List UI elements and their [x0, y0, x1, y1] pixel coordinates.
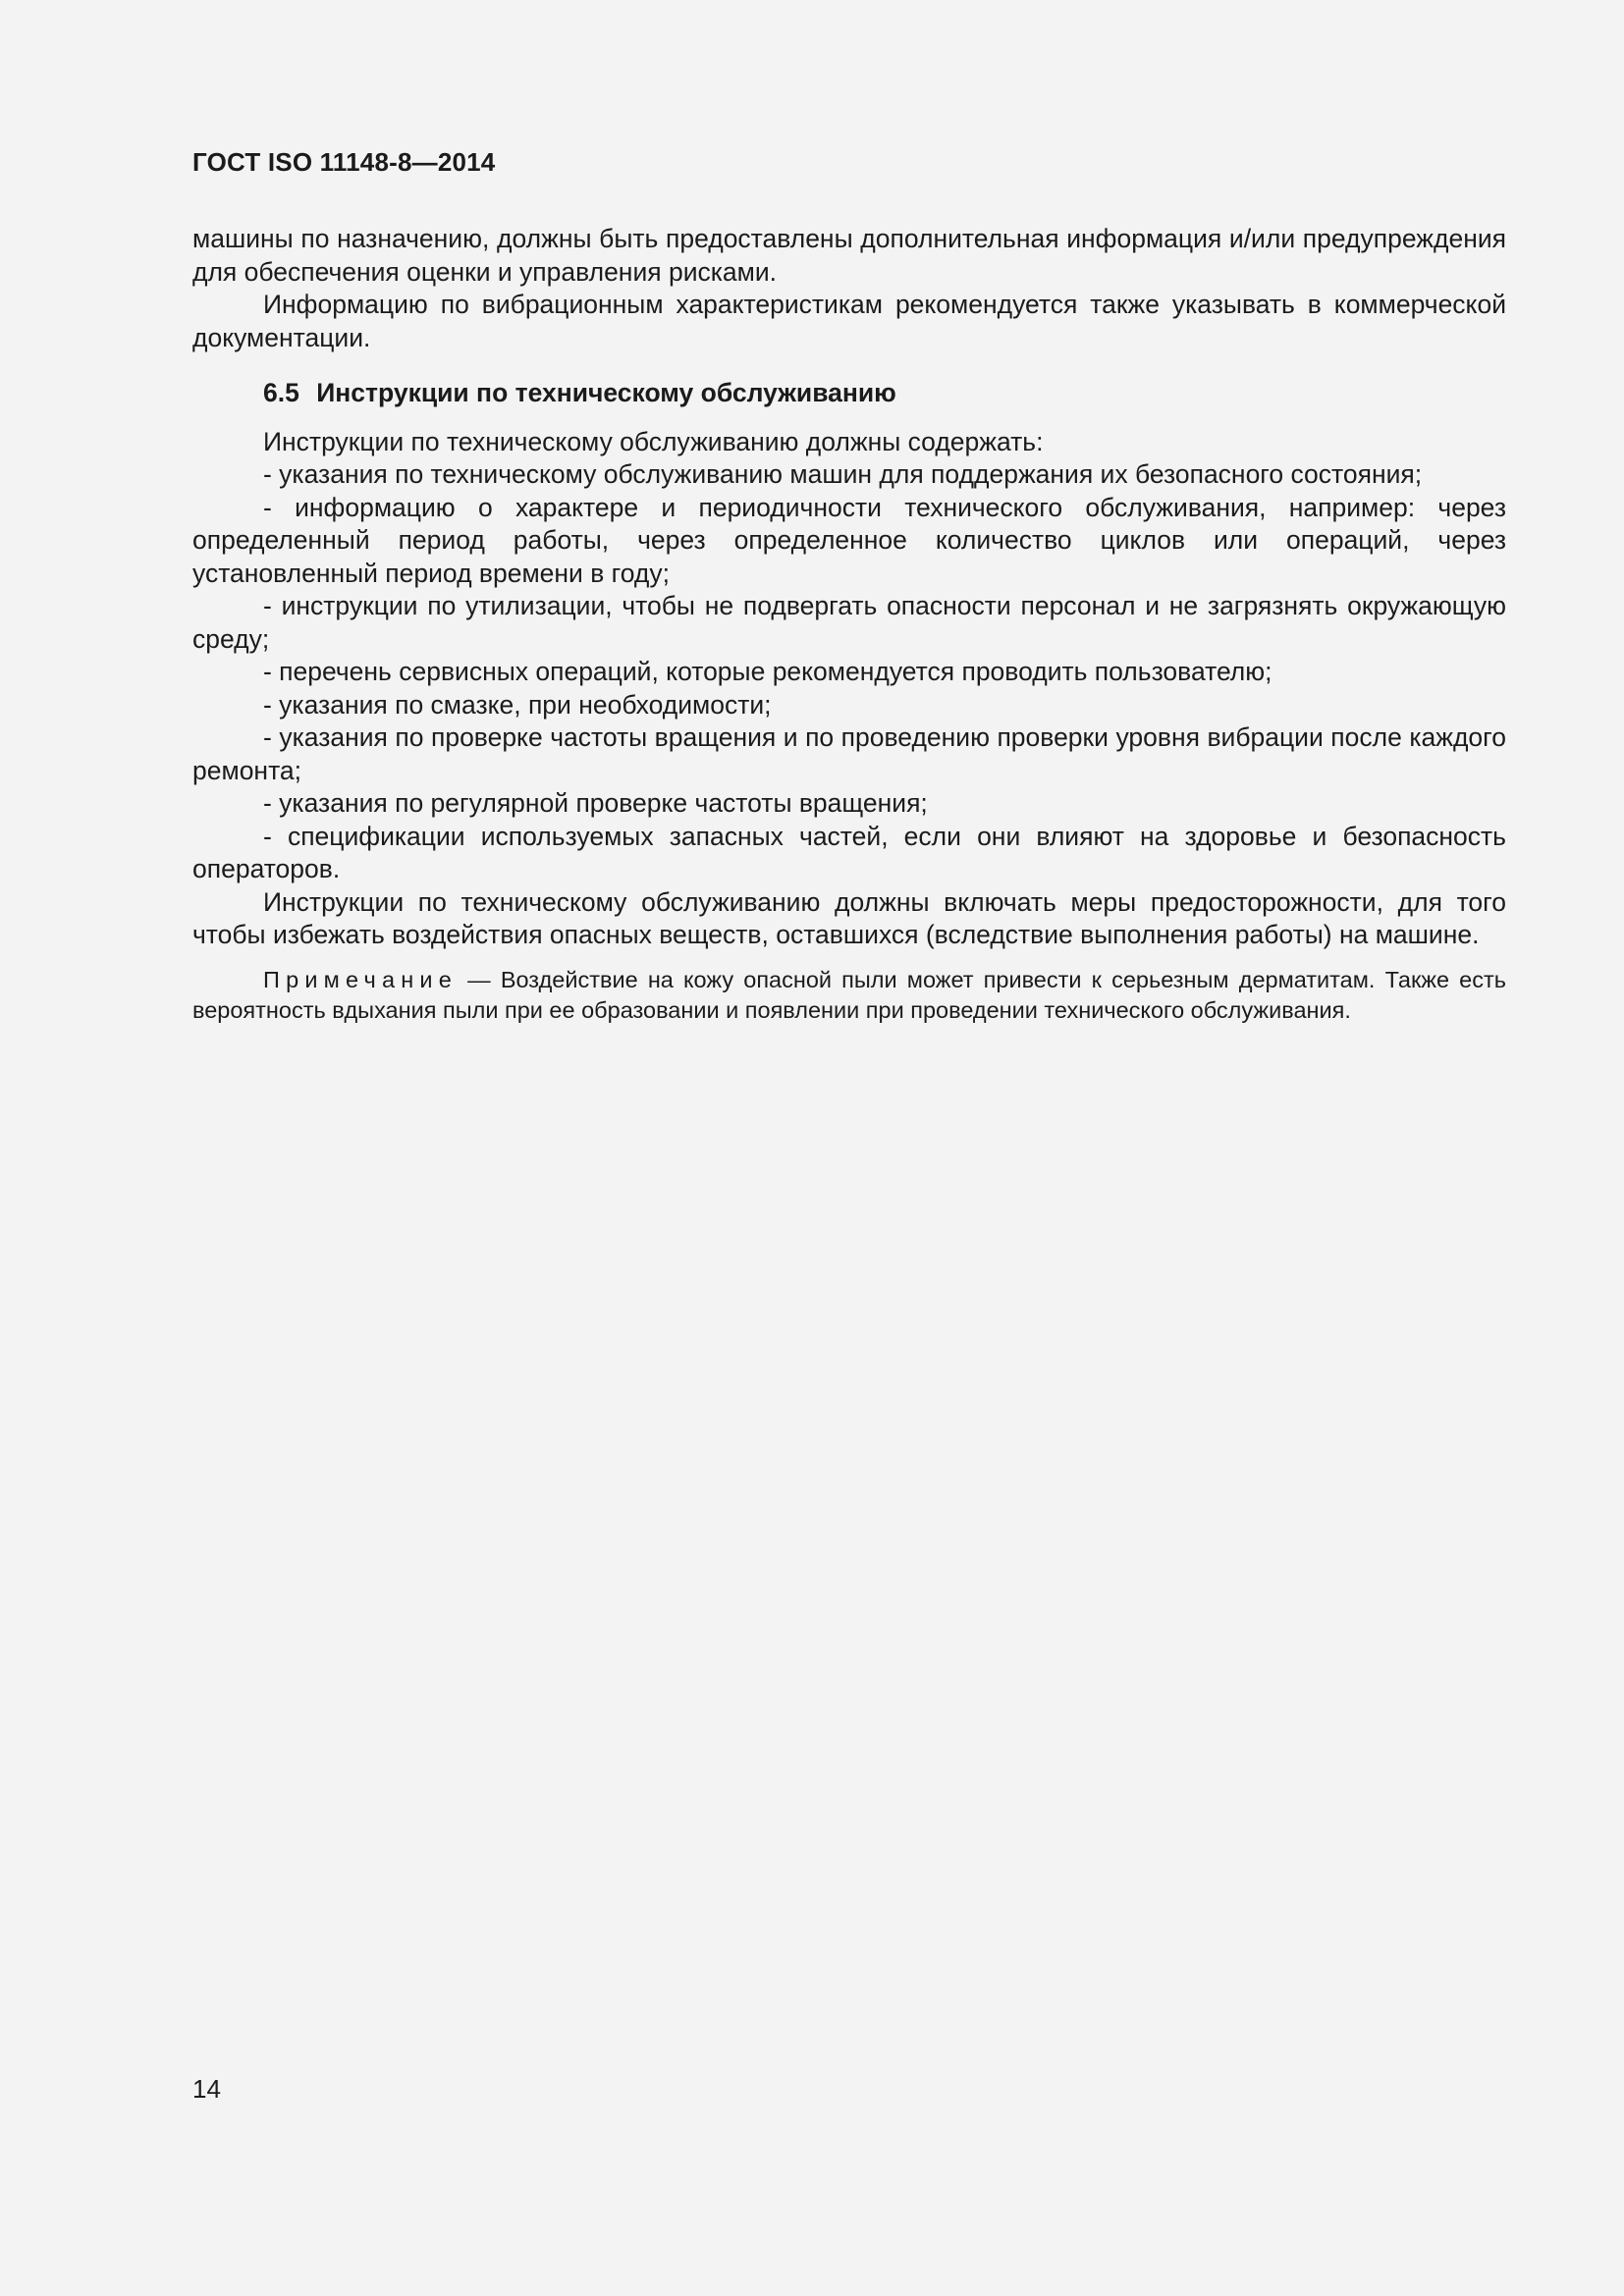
note-text: — Воздействие на кожу опасной пыли может привести к серьезным дерматитам. Также есть вероятность вдыхания пыли при ее образовании и появлении при проведении технического обслуживания. — [192, 966, 1506, 1023]
list-item: - информацию о характере и периодичности технического обслуживания, например: через определенный период работы, через определенное количество циклов или операций, через установленный период времени в году; — [192, 492, 1506, 588]
section-title: Инструкции по техническому обслуживанию — [316, 378, 896, 407]
document-header: ГОСТ ISO 11148-8—2014 — [192, 147, 496, 177]
list-item: - указания по смазке, при необходимости; — [263, 689, 772, 720]
paragraph-commercial-docs: Информацию по вибрационным характеристикам рекомендуется также указывать в коммерческой документации. — [192, 290, 1506, 352]
paragraph-continuation: машины по назначению, должны быть предоставлены дополнительная информация и/или предупреждения для обеспечения оценки и управления рисками. — [192, 224, 1506, 287]
section-number: 6.5 — [263, 378, 299, 407]
note-label: Примечание — [263, 966, 459, 992]
page-number: 14 — [192, 2074, 221, 2104]
list-item: - спецификации используемых запасных частей, если они влияют на здоровье и безопасность операторов. — [192, 821, 1506, 883]
section-heading — [192, 377, 1506, 410]
list-item: - указания по регулярной проверке частоты вращения; — [263, 788, 928, 818]
list-item: - указания по проверке частоты вращения и по проведению проверки уровня вибрации после каждого ремонта; — [192, 722, 1506, 785]
list-item: - инструкции по утилизации, чтобы не подвергать опасности персонал и не загрязнять окружающую среду; — [192, 591, 1506, 654]
paragraph-intro: Инструкции по техническому обслуживанию должны содержать: — [263, 426, 1044, 456]
paragraph-precautions: Инструкции по техническому обслуживанию должны включать меры предосторожности, для того чтобы избежать воздействия опасных веществ, оставшихся (вследствие выполнения работы) на машине. — [192, 886, 1506, 949]
list-item: - перечень сервисных операций, которые рекомендуется проводить пользователю; — [263, 657, 1272, 686]
note — [192, 965, 1506, 1026]
list-item: - указания по техническому обслуживанию машин для поддержания их безопасного состояния; — [263, 459, 1423, 489]
document-body — [192, 223, 1506, 1026]
